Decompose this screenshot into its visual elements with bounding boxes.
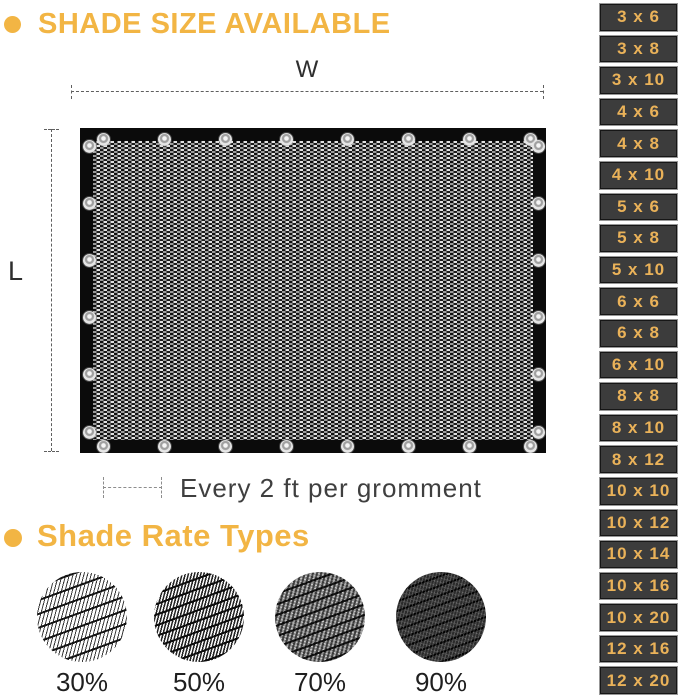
grommet-icon: [83, 368, 96, 381]
rate-percent-label: 50%: [172, 667, 226, 697]
size-chip: 3 x 6: [599, 3, 678, 32]
size-chip: 12 x 16: [599, 635, 678, 664]
mesh-sample-circle: [37, 572, 127, 662]
size-chip: 4 x 6: [599, 98, 678, 127]
size-list: [599, 3, 678, 695]
rate-group: [396, 572, 486, 698]
size-chip: 10 x 14: [599, 540, 678, 569]
size-chip: 4 x 10: [599, 161, 678, 190]
length-dimension-tick: [44, 129, 59, 130]
grommet-icon: [158, 440, 171, 453]
size-chip: 4 x 8: [599, 129, 678, 158]
size-chip: 3 x 10: [599, 66, 678, 95]
rate-group: [37, 572, 127, 698]
grommet-icon: [97, 440, 110, 453]
grommet-icon: [532, 426, 545, 439]
size-chip: 10 x 10: [599, 477, 678, 506]
length-dimension-label: L: [8, 256, 24, 286]
rate-percent-label: 70%: [293, 667, 347, 697]
size-chip: 8 x 10: [599, 414, 678, 443]
shade-size-title: SHADE SIZE AVAILABLE: [38, 8, 391, 40]
bullet-icon: [4, 529, 22, 547]
grommet-spacing-line: [103, 487, 162, 488]
grommet-icon: [280, 133, 293, 146]
grommet-icon: [280, 440, 293, 453]
width-dimension-line: [71, 91, 543, 92]
grommet-icon: [532, 254, 545, 267]
size-chip: 10 x 20: [599, 603, 678, 632]
grommet-icon: [463, 440, 476, 453]
size-chip: 12 x 20: [599, 666, 678, 695]
grommet-icon: [83, 140, 96, 153]
grommet-icon: [97, 133, 110, 146]
rate-group: [154, 572, 244, 698]
bullet-icon: [4, 16, 21, 33]
mesh-sample-circle: [275, 572, 365, 662]
grommet-icon: [402, 133, 415, 146]
grommet-icon: [341, 133, 354, 146]
shade-rate-title: Shade Rate Types: [37, 518, 310, 553]
size-chip: 6 x 6: [599, 287, 678, 316]
rate-percent-label: 30%: [55, 667, 109, 697]
size-chip: 5 x 8: [599, 224, 678, 253]
grommet-icon: [532, 140, 545, 153]
size-chip: 6 x 8: [599, 319, 678, 348]
size-chip: 8 x 8: [599, 382, 678, 411]
length-dimension-line: [51, 129, 52, 451]
size-chip: 3 x 8: [599, 35, 678, 64]
grommet-icon: [219, 440, 232, 453]
width-dimension-label: W: [295, 56, 319, 83]
grommet-icon: [532, 311, 545, 324]
width-dimension-tick: [71, 85, 72, 99]
size-chip: 5 x 10: [599, 256, 678, 285]
width-dimension-tick: [543, 85, 544, 99]
shade-net-diagram: [80, 128, 546, 453]
rate-group: [275, 572, 365, 698]
grommet-icon: [83, 197, 96, 210]
rate-percent-label: 90%: [414, 667, 468, 697]
grommet-icon: [402, 440, 415, 453]
size-chip: 10 x 12: [599, 509, 678, 538]
grommet-icon: [463, 133, 476, 146]
grommets-layer: [80, 128, 546, 453]
size-chip: 6 x 10: [599, 351, 678, 380]
grommet-icon: [341, 440, 354, 453]
grommet-icon: [532, 197, 545, 210]
size-chip: 8 x 12: [599, 445, 678, 474]
grommet-icon: [83, 254, 96, 267]
grommet-icon: [158, 133, 171, 146]
mesh-sample-circle: [154, 572, 244, 662]
grommet-icon: [83, 426, 96, 439]
mesh-sample-circle: [396, 572, 486, 662]
grommet-icon: [532, 368, 545, 381]
grommet-spacing-note: Every 2 ft per gromment: [180, 473, 482, 503]
grommet-icon: [524, 440, 537, 453]
grommet-icon: [83, 311, 96, 324]
length-dimension-tick: [44, 451, 59, 452]
size-chip: 10 x 16: [599, 572, 678, 601]
size-chip: 5 x 6: [599, 193, 678, 222]
grommet-icon: [219, 133, 232, 146]
